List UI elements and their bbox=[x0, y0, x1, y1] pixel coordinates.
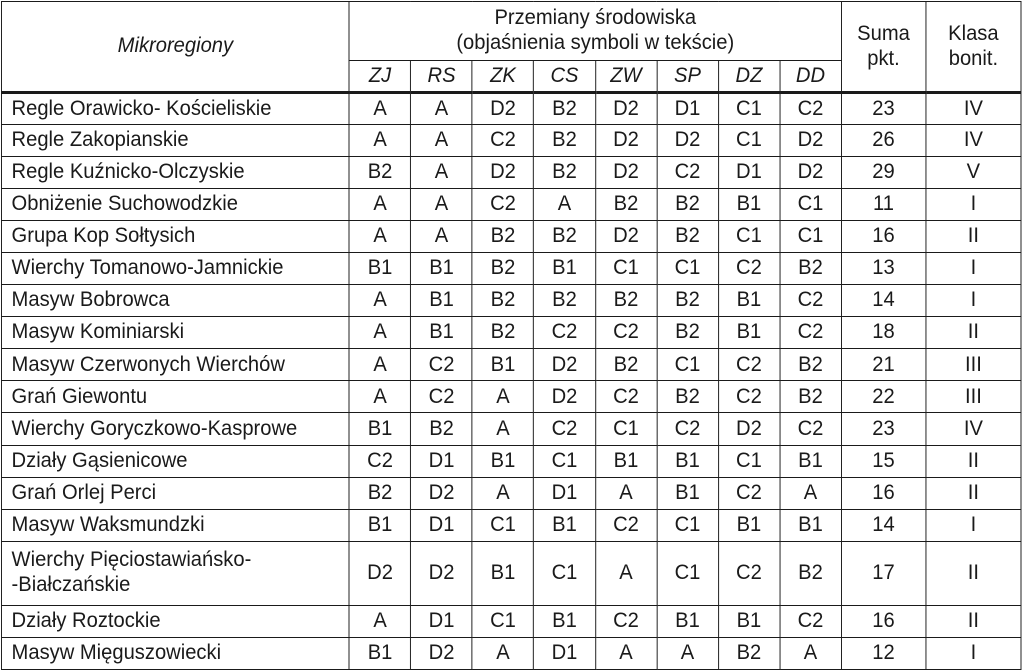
cell: A bbox=[411, 93, 472, 125]
cell: D1 bbox=[657, 93, 718, 125]
row-name: Grań Giewontu bbox=[1, 381, 349, 413]
table-row bbox=[1, 445, 1021, 477]
cell: B1 bbox=[718, 285, 779, 317]
row-name bbox=[1, 541, 349, 605]
cell: B1 bbox=[411, 253, 472, 285]
cell: C1 bbox=[657, 349, 718, 381]
header-code: DD bbox=[780, 61, 842, 93]
cell: A bbox=[472, 413, 533, 445]
cell: B2 bbox=[657, 285, 718, 317]
header-przemiany bbox=[349, 2, 841, 61]
cell: A bbox=[472, 477, 533, 509]
cell: A bbox=[595, 637, 656, 669]
cell: C2 bbox=[718, 349, 779, 381]
header-mikroregiony: Mikroregiony bbox=[1, 2, 349, 93]
cell: B2 bbox=[534, 157, 595, 189]
row-klasa: V bbox=[926, 157, 1021, 189]
row-klasa: I bbox=[926, 509, 1021, 541]
row-suma: 17 bbox=[841, 541, 926, 605]
cell: A bbox=[411, 157, 472, 189]
cell: C2 bbox=[534, 317, 595, 349]
cell: A bbox=[349, 317, 410, 349]
cell: A bbox=[780, 477, 842, 509]
cell: C1 bbox=[595, 253, 656, 285]
cell: B1 bbox=[534, 509, 595, 541]
cell: D2 bbox=[595, 125, 656, 157]
cell: B2 bbox=[411, 413, 472, 445]
cell: D2 bbox=[780, 157, 842, 189]
cell: B1 bbox=[411, 317, 472, 349]
cell: C2 bbox=[595, 605, 656, 637]
cell: D1 bbox=[411, 605, 472, 637]
cell: A bbox=[411, 125, 472, 157]
table-row bbox=[1, 157, 1021, 189]
cell: D1 bbox=[534, 477, 595, 509]
row-name: Masyw Waksmundzki bbox=[1, 509, 349, 541]
cell: B2 bbox=[657, 381, 718, 413]
cell: D2 bbox=[595, 93, 656, 125]
cell: B2 bbox=[718, 637, 779, 669]
cell: B1 bbox=[411, 285, 472, 317]
cell: A bbox=[349, 285, 410, 317]
cell: C2 bbox=[534, 413, 595, 445]
cell: B2 bbox=[349, 477, 410, 509]
row-klasa: II bbox=[926, 221, 1021, 253]
table-row bbox=[1, 317, 1021, 349]
cell: C2 bbox=[780, 317, 842, 349]
cell: A bbox=[349, 189, 410, 221]
cell: C1 bbox=[534, 445, 595, 477]
cell: C1 bbox=[718, 445, 779, 477]
row-suma: 21 bbox=[841, 349, 926, 381]
cell: B1 bbox=[349, 509, 410, 541]
cell: B1 bbox=[657, 605, 718, 637]
cell: A bbox=[411, 189, 472, 221]
row-klasa: III bbox=[926, 381, 1021, 413]
header-code: RS bbox=[411, 61, 472, 93]
cell: B2 bbox=[472, 317, 533, 349]
row-suma: 13 bbox=[841, 253, 926, 285]
header-suma-line2: pkt. bbox=[867, 46, 900, 70]
cell: B1 bbox=[595, 445, 656, 477]
cell: B2 bbox=[780, 349, 842, 381]
row-name: Grań Orlej Perci bbox=[1, 477, 349, 509]
cell: C2 bbox=[349, 445, 410, 477]
row-klasa: IV bbox=[926, 413, 1021, 445]
cell: B1 bbox=[657, 477, 718, 509]
table-row bbox=[1, 381, 1021, 413]
row-klasa: IV bbox=[926, 93, 1021, 125]
row-suma: 16 bbox=[841, 477, 926, 509]
cell: C1 bbox=[780, 189, 842, 221]
cell: D2 bbox=[534, 381, 595, 413]
header-przemiany-line2: (objaśnienia symboli w tekście) bbox=[456, 31, 735, 54]
table-row bbox=[1, 189, 1021, 221]
cell: D2 bbox=[411, 637, 472, 669]
cell: B2 bbox=[595, 349, 656, 381]
header-klasa bbox=[926, 2, 1021, 93]
cell: C2 bbox=[472, 189, 533, 221]
cell: A bbox=[472, 637, 533, 669]
cell: C1 bbox=[534, 541, 595, 605]
cell: C2 bbox=[595, 317, 656, 349]
row-suma: 14 bbox=[841, 509, 926, 541]
row-suma: 15 bbox=[841, 445, 926, 477]
cell: D1 bbox=[411, 509, 472, 541]
cell: A bbox=[472, 381, 533, 413]
row-name: Wierchy Goryczkowo-Kasprowe bbox=[1, 413, 349, 445]
cell: C2 bbox=[657, 157, 718, 189]
cell: B2 bbox=[472, 221, 533, 253]
table-row bbox=[1, 285, 1021, 317]
cell: B2 bbox=[534, 285, 595, 317]
cell: C1 bbox=[657, 541, 718, 605]
table-row bbox=[1, 605, 1021, 637]
header-code: ZJ bbox=[349, 61, 410, 93]
cell: B1 bbox=[534, 253, 595, 285]
table-row bbox=[1, 541, 1021, 605]
header-code: ZK bbox=[472, 61, 533, 93]
cell: B1 bbox=[349, 253, 410, 285]
table-row bbox=[1, 349, 1021, 381]
cell: B2 bbox=[780, 253, 842, 285]
cell: B1 bbox=[780, 445, 842, 477]
table-row bbox=[1, 93, 1021, 125]
header-klasa-line2: bonit. bbox=[948, 46, 999, 70]
cell: C2 bbox=[411, 381, 472, 413]
row-name: Masyw Bobrowca bbox=[1, 285, 349, 317]
cell: C2 bbox=[718, 477, 779, 509]
cell: B1 bbox=[534, 605, 595, 637]
cell: A bbox=[349, 381, 410, 413]
cell: B2 bbox=[534, 93, 595, 125]
header-code: DZ bbox=[718, 61, 779, 93]
cell: C2 bbox=[780, 413, 842, 445]
cell: C2 bbox=[780, 285, 842, 317]
cell: C2 bbox=[595, 381, 656, 413]
cell: D2 bbox=[411, 477, 472, 509]
row-suma: 12 bbox=[841, 637, 926, 669]
cell: A bbox=[595, 541, 656, 605]
cell: D2 bbox=[349, 541, 410, 605]
bonitation-table bbox=[1, 1, 1021, 670]
row-suma: 11 bbox=[841, 189, 926, 221]
cell: A bbox=[349, 125, 410, 157]
cell: C1 bbox=[595, 413, 656, 445]
cell: C2 bbox=[780, 605, 842, 637]
row-klasa: III bbox=[926, 349, 1021, 381]
row-klasa: I bbox=[926, 637, 1021, 669]
row-name: Regle Kuźnicko-Olczyskie bbox=[1, 157, 349, 189]
table-row bbox=[1, 221, 1021, 253]
cell: A bbox=[595, 477, 656, 509]
header-code: ZW bbox=[595, 61, 656, 93]
cell: B1 bbox=[472, 541, 533, 605]
header-suma bbox=[841, 2, 926, 93]
cell: C2 bbox=[718, 381, 779, 413]
row-suma: 16 bbox=[841, 221, 926, 253]
cell: B2 bbox=[657, 189, 718, 221]
cell: C1 bbox=[718, 93, 779, 125]
row-name: Regle Orawicko- Kościeliskie bbox=[1, 93, 349, 125]
cell: B1 bbox=[718, 509, 779, 541]
header-suma-line1: Suma bbox=[857, 21, 910, 45]
row-name: Działy Gąsienicowe bbox=[1, 445, 349, 477]
header-przemiany-line1: Przemiany środowiska bbox=[494, 6, 697, 30]
row-suma: 22 bbox=[841, 381, 926, 413]
table-body bbox=[1, 93, 1021, 670]
cell: C1 bbox=[472, 509, 533, 541]
row-name-line2: -Białczańskie bbox=[11, 573, 131, 597]
cell: A bbox=[780, 637, 842, 669]
header-klasa-line1: Klasa bbox=[948, 21, 999, 45]
cell: C2 bbox=[472, 125, 533, 157]
cell: D2 bbox=[657, 125, 718, 157]
row-name-line1: Wierchy Pięciostawiańsko- bbox=[11, 548, 252, 572]
row-suma: 29 bbox=[841, 157, 926, 189]
table-row bbox=[1, 253, 1021, 285]
cell: D2 bbox=[595, 221, 656, 253]
row-name: Regle Zakopianskie bbox=[1, 125, 349, 157]
row-suma: 26 bbox=[841, 125, 926, 157]
cell: C1 bbox=[780, 221, 842, 253]
row-name: Działy Roztockie bbox=[1, 605, 349, 637]
cell: B2 bbox=[472, 253, 533, 285]
cell: C2 bbox=[657, 413, 718, 445]
cell: B1 bbox=[472, 349, 533, 381]
row-name: Grupa Kop Sołtysich bbox=[1, 221, 349, 253]
header-code: SP bbox=[657, 61, 718, 93]
cell: B2 bbox=[657, 317, 718, 349]
row-suma: 23 bbox=[841, 93, 926, 125]
row-suma: 18 bbox=[841, 317, 926, 349]
row-name: Masyw Kominiarski bbox=[1, 317, 349, 349]
cell: B1 bbox=[472, 445, 533, 477]
cell: C1 bbox=[657, 253, 718, 285]
cell: D2 bbox=[534, 349, 595, 381]
cell: B2 bbox=[472, 285, 533, 317]
cell: D2 bbox=[411, 541, 472, 605]
cell: C2 bbox=[595, 509, 656, 541]
cell: D1 bbox=[534, 637, 595, 669]
cell: B2 bbox=[595, 285, 656, 317]
cell: B2 bbox=[534, 125, 595, 157]
row-name: Obniżenie Suchowodzkie bbox=[1, 189, 349, 221]
row-suma: 14 bbox=[841, 285, 926, 317]
row-klasa: II bbox=[926, 541, 1021, 605]
cell: B2 bbox=[780, 381, 842, 413]
row-klasa: IV bbox=[926, 125, 1021, 157]
table-header bbox=[1, 2, 1021, 93]
cell: D2 bbox=[595, 157, 656, 189]
cell: D2 bbox=[472, 157, 533, 189]
cell: B1 bbox=[349, 637, 410, 669]
cell: D2 bbox=[472, 93, 533, 125]
row-name: Masyw Mięguszowiecki bbox=[1, 637, 349, 669]
cell: D1 bbox=[411, 445, 472, 477]
table-row bbox=[1, 413, 1021, 445]
cell: A bbox=[657, 637, 718, 669]
cell: A bbox=[411, 221, 472, 253]
cell: B2 bbox=[780, 541, 842, 605]
row-klasa: I bbox=[926, 253, 1021, 285]
cell: A bbox=[534, 189, 595, 221]
cell: A bbox=[349, 221, 410, 253]
cell: D2 bbox=[780, 125, 842, 157]
table-row bbox=[1, 637, 1021, 669]
cell: B1 bbox=[718, 317, 779, 349]
cell: A bbox=[349, 93, 410, 125]
cell: C2 bbox=[780, 93, 842, 125]
row-klasa: II bbox=[926, 445, 1021, 477]
cell: C1 bbox=[472, 605, 533, 637]
cell: A bbox=[349, 349, 410, 381]
cell: B2 bbox=[657, 221, 718, 253]
cell: B1 bbox=[349, 413, 410, 445]
table-row bbox=[1, 477, 1021, 509]
cell: C1 bbox=[657, 509, 718, 541]
cell: B2 bbox=[595, 189, 656, 221]
cell: B1 bbox=[718, 605, 779, 637]
cell: B1 bbox=[780, 509, 842, 541]
cell: D1 bbox=[718, 157, 779, 189]
cell: C2 bbox=[718, 253, 779, 285]
row-klasa: II bbox=[926, 317, 1021, 349]
row-klasa: II bbox=[926, 477, 1021, 509]
row-klasa: II bbox=[926, 605, 1021, 637]
row-suma: 16 bbox=[841, 605, 926, 637]
header-code: CS bbox=[534, 61, 595, 93]
cell: B2 bbox=[349, 157, 410, 189]
cell: C1 bbox=[718, 125, 779, 157]
cell: C2 bbox=[411, 349, 472, 381]
cell: D2 bbox=[718, 413, 779, 445]
table-row bbox=[1, 125, 1021, 157]
cell: B1 bbox=[657, 445, 718, 477]
cell: B2 bbox=[534, 221, 595, 253]
cell: C1 bbox=[718, 221, 779, 253]
row-name: Wierchy Tomanowo-Jamnickie bbox=[1, 253, 349, 285]
row-klasa: I bbox=[926, 285, 1021, 317]
cell: C2 bbox=[718, 541, 779, 605]
row-klasa: I bbox=[926, 189, 1021, 221]
table-row bbox=[1, 509, 1021, 541]
cell: B1 bbox=[718, 189, 779, 221]
cell: A bbox=[349, 605, 410, 637]
row-name: Masyw Czerwonych Wierchów bbox=[1, 349, 349, 381]
row-suma: 23 bbox=[841, 413, 926, 445]
